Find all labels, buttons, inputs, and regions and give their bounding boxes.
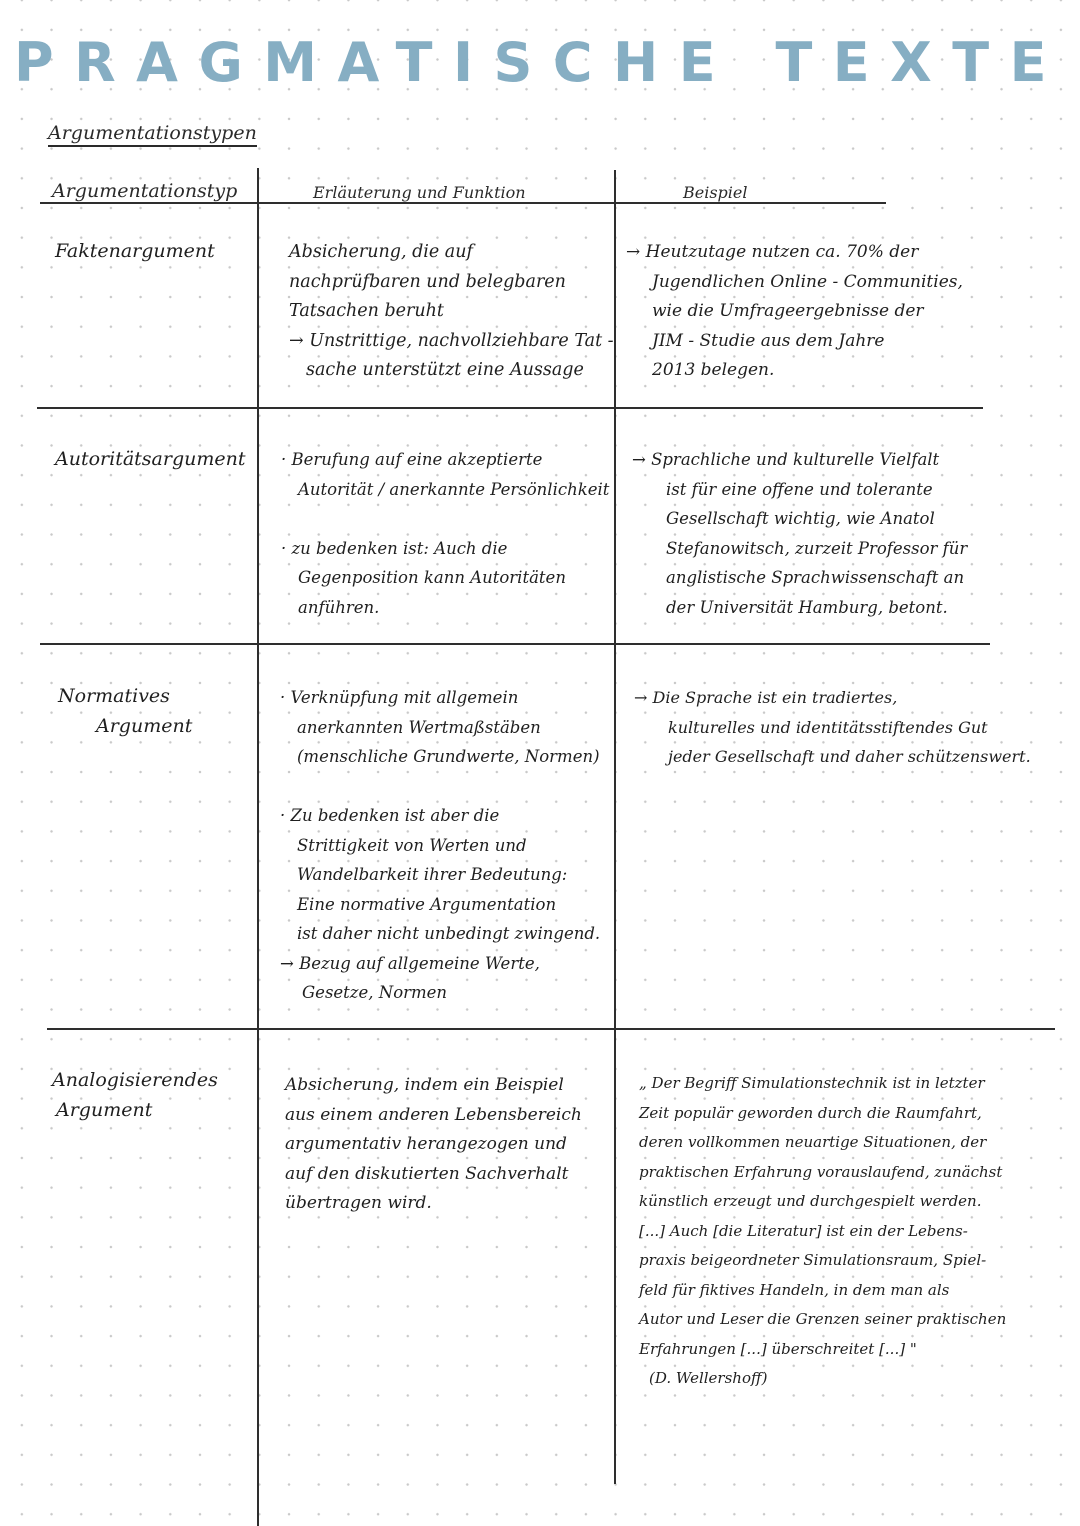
text-line: · zu bedenken ist: Auch die (281, 538, 508, 558)
text-line: wie die Umfrageergebnisse der (652, 301, 924, 321)
text-line: sache unterstützt eine Aussage (306, 360, 584, 380)
header-underline (40, 202, 886, 204)
text-line: Zeit populär geworden durch die Raumfahrt, (639, 1103, 982, 1122)
row-4-example (639, 1069, 1006, 1394)
header-explanation: Erläuterung und Funktion (313, 183, 526, 202)
text-line: (menschliche Grundwerte, Normen) (297, 747, 600, 766)
text-line: Gegenposition kann Autoritäten (298, 568, 566, 587)
text-line: feld für fiktives Handeln, in dem man als (639, 1280, 950, 1299)
text-line: · Berufung auf eine akzeptierte (281, 450, 543, 469)
row-1-type (55, 237, 215, 267)
text-line: Eine normative Argumentation (297, 894, 557, 914)
type-line: Normatives (58, 685, 170, 707)
text-line: jeder Gesellschaft und daher schützenswert. (668, 747, 1031, 766)
text-line: Absicherung, indem ein Beispiel (285, 1075, 564, 1095)
row-3-type (58, 682, 192, 741)
type-line: Faktenargument (55, 240, 215, 262)
text-line: JIM - Studie aus dem Jahre (652, 330, 885, 351)
text-line: deren vollkommen neuartige Situationen, der (639, 1133, 987, 1151)
row-divider-2 (40, 643, 990, 645)
text-line: Gesetze, Normen (302, 983, 448, 1002)
text-line: anführen. (298, 597, 380, 617)
row-2-explanation (281, 445, 609, 622)
text-line: · Verknüpfung mit allgemein (280, 688, 519, 707)
text-line: Gesellschaft wichtig, wie Anatol (666, 509, 935, 528)
row-divider-1 (37, 407, 983, 409)
column-divider-1 (257, 168, 259, 1526)
row-3-example (634, 683, 1031, 772)
text-line: anerkannten Wertmaßstäben (297, 717, 541, 737)
text-line: → Bezug auf allgemeine Werte, (280, 953, 540, 973)
text-line: „ Der Begriff Simulationstechnik ist in letzter (639, 1074, 985, 1092)
text-line: Erfahrungen [...] überschreitet [...] " (639, 1339, 917, 1358)
text-line: der Universität Hamburg, betont. (666, 597, 948, 617)
header-example: Beispiel (683, 183, 748, 202)
text-line: → Sprachliche und kulturelle Vielfalt (632, 450, 940, 469)
text-line: ist daher nicht unbedingt zwingend. (297, 924, 601, 943)
row-1-example (626, 238, 963, 386)
text-line: [...] Auch [die Literatur] ist ein der Lebens- (639, 1221, 968, 1240)
text-line: aus einem anderen Lebensbereich (285, 1104, 582, 1125)
row-1-explanation (289, 238, 614, 386)
text-line: Stefanowitsch, zurzeit Professor für (666, 538, 968, 558)
text-line: Absicherung, die auf (289, 242, 473, 262)
text-line: → Die Sprache ist ein tradiertes, (634, 688, 898, 707)
text-line: praxis beigeordneter Simulationsraum, Spiel- (639, 1251, 987, 1269)
type-line: Analogisierendes (52, 1069, 218, 1091)
text-line: nachprüfbaren und belegbaren (289, 271, 566, 292)
text-line: übertragen wird. (285, 1193, 432, 1213)
text-line: Autor und Leser die Grenzen seiner praktischen (639, 1310, 1007, 1328)
type-line: Argument (56, 1098, 153, 1121)
text-line: Autorität / anerkannte Persönlichkeit (298, 479, 610, 499)
text-line: argumentativ herangezogen und (285, 1134, 567, 1154)
text-line: kulturelles und identitätsstiftendes Gut (668, 717, 988, 737)
column-divider-2 (614, 170, 616, 1484)
row-2-type (55, 445, 245, 475)
row-4-type (52, 1066, 218, 1125)
row-2-example (632, 445, 967, 622)
text-line (280, 772, 600, 802)
text-line: praktischen Erfahrung vorauslaufend, zunächst (639, 1162, 1003, 1181)
text-line: (D. Wellershoff) (649, 1369, 768, 1387)
text-line: · Zu bedenken ist aber die (280, 806, 500, 825)
text-line: Jugendlichen Online - Communities, (652, 271, 963, 292)
row-4-explanation (285, 1071, 582, 1219)
page-title: PRAGMATISCHE TEXTE (14, 31, 1068, 94)
text-line: Tatsachen beruht (289, 301, 444, 321)
text-line: auf den diskutierten Sachverhalt (285, 1163, 569, 1184)
text-line (281, 504, 609, 534)
text-line: Strittigkeit von Werten und (297, 835, 527, 855)
text-line: 2013 belegen. (652, 360, 775, 380)
text-line: → Unstrittige, nachvollziehbare Tat - (289, 330, 614, 351)
row-3-explanation (280, 683, 600, 1008)
section-subtitle: Argumentationstypen (48, 122, 257, 147)
text-line: anglistische Sprachwissenschaft an (666, 568, 965, 587)
type-line: Autoritätsargument (55, 448, 246, 470)
text-line: → Heutzutage nutzen ca. 70% der (626, 242, 919, 262)
text-line: künstlich erzeugt und durchgespielt werden. (639, 1192, 982, 1210)
type-line: Argument (96, 714, 193, 737)
header-type: Argumentationstyp (52, 180, 238, 202)
text-line: Wandelbarkeit ihrer Bedeutung: (297, 865, 568, 884)
row-divider-3 (47, 1028, 1055, 1030)
text-line: ist für eine offene und tolerante (666, 479, 933, 499)
